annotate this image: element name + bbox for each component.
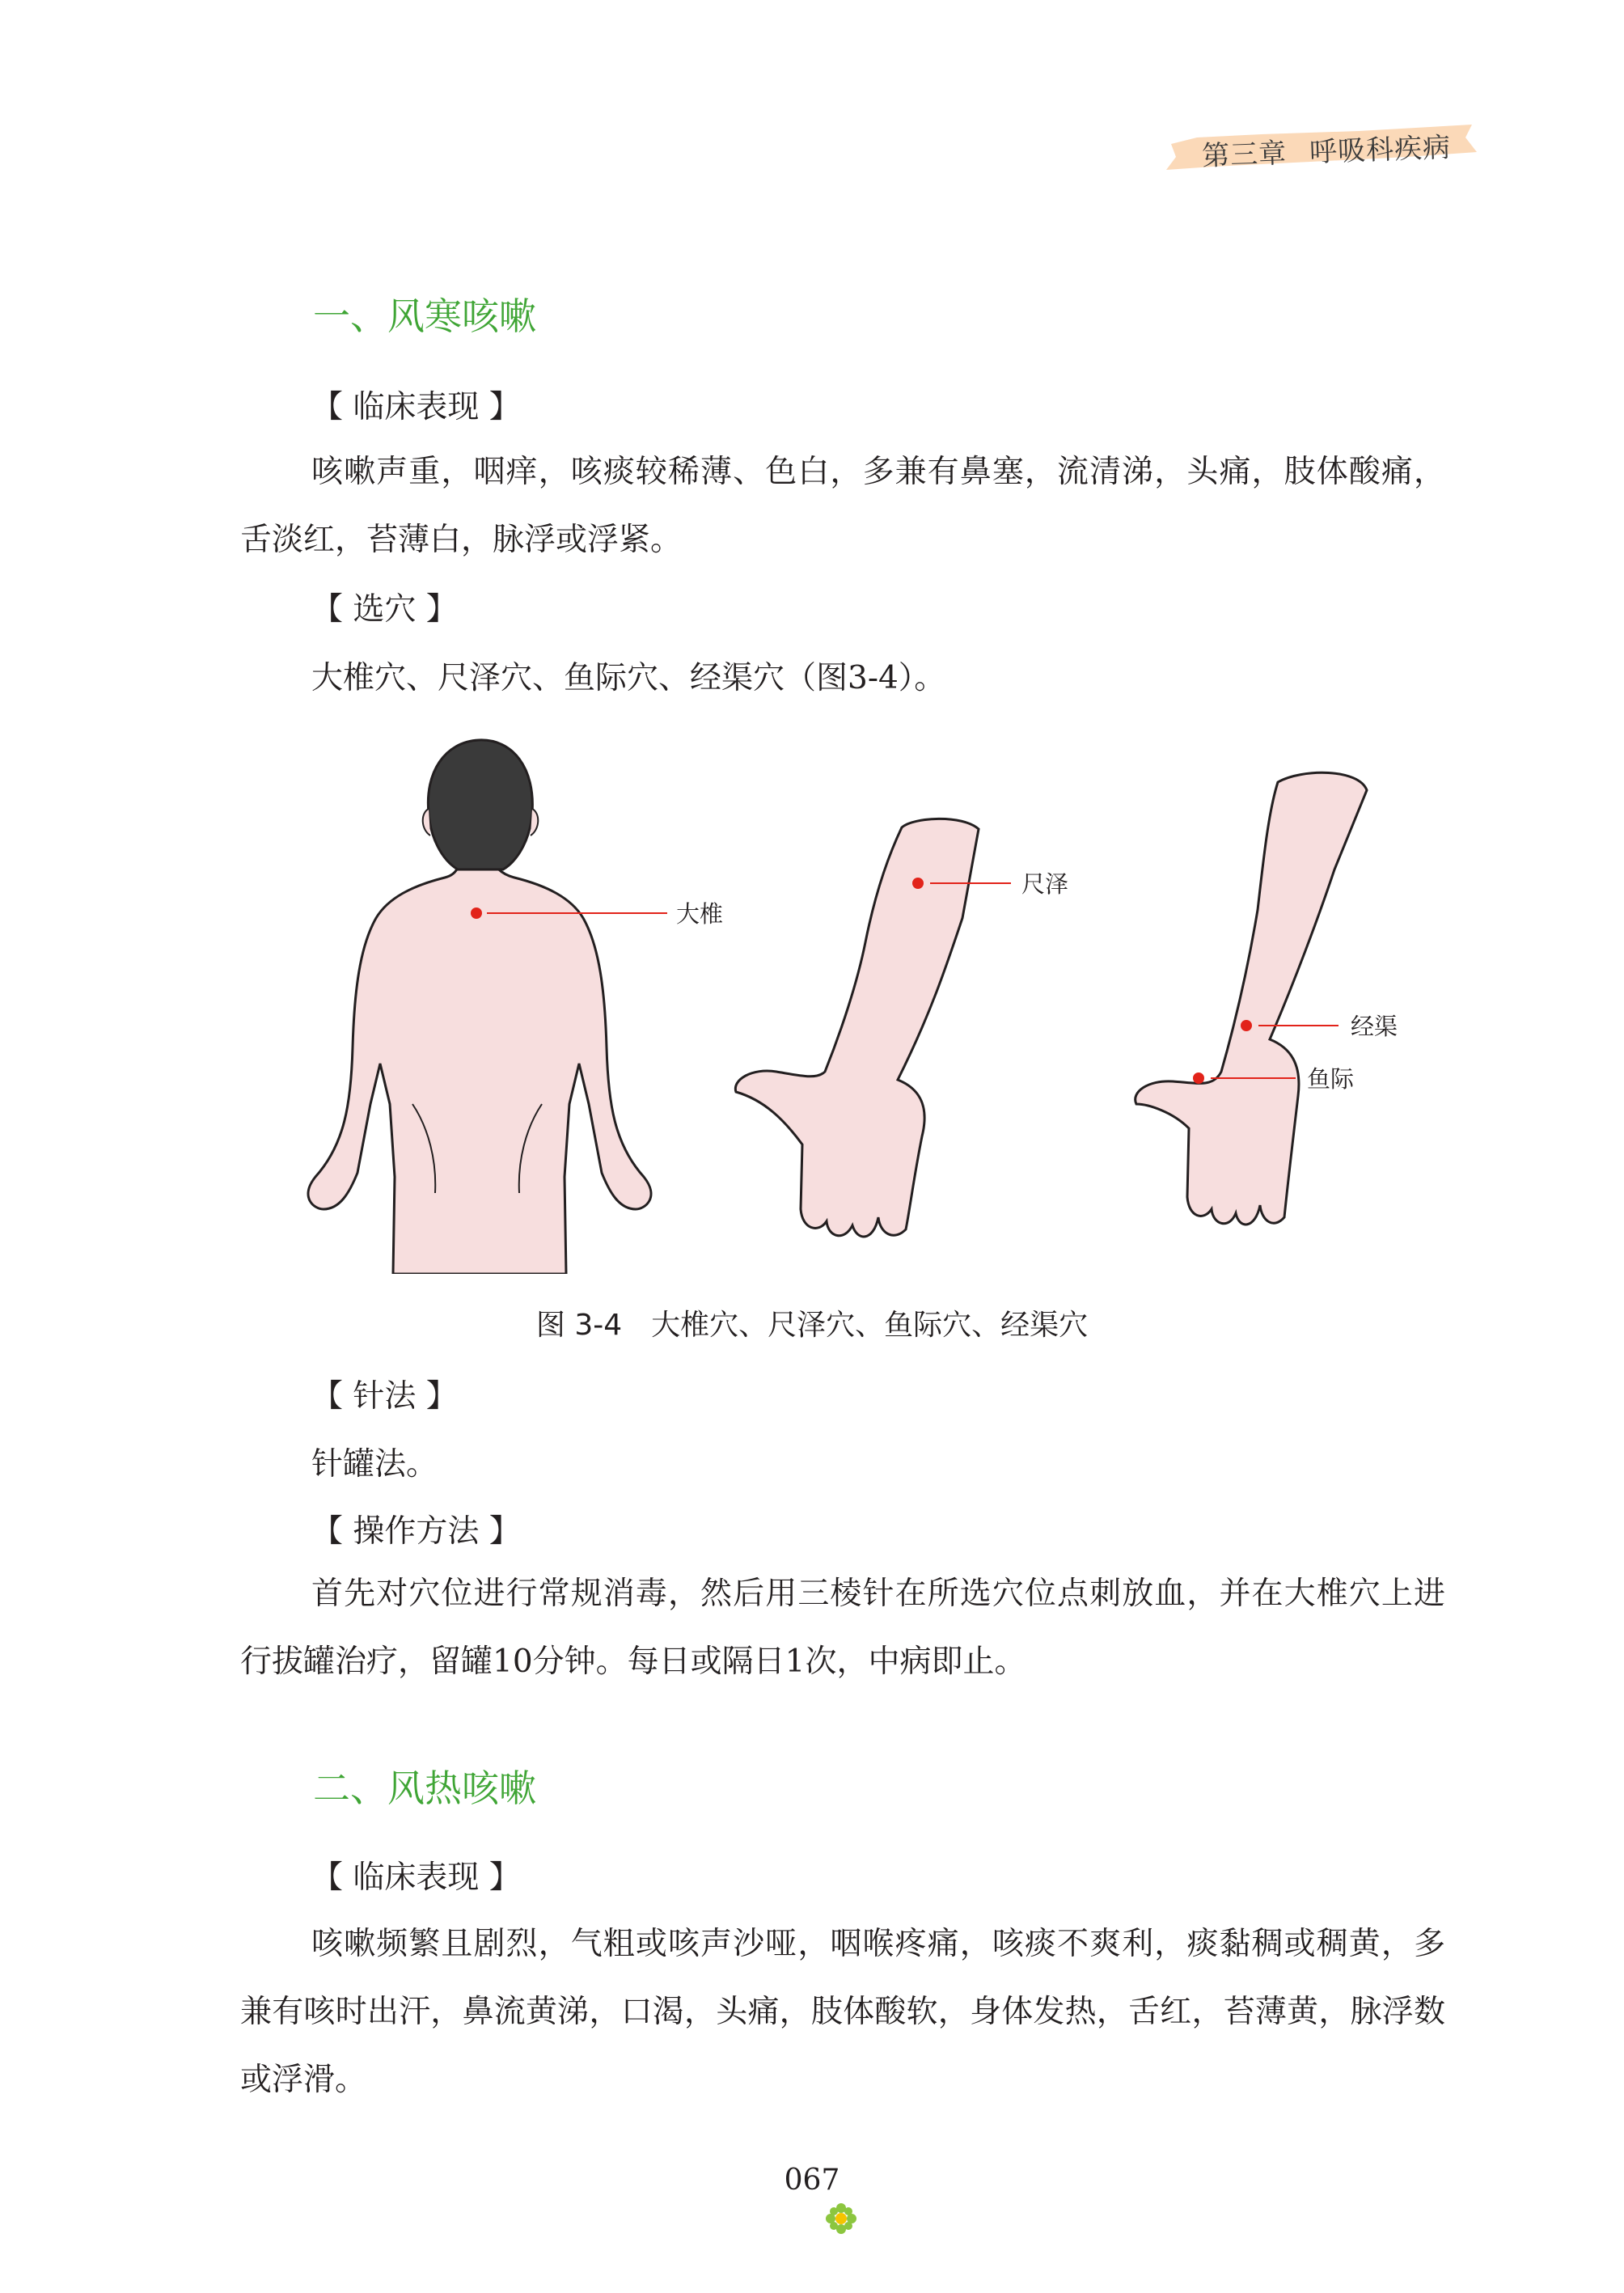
clinical-label-2: 【 临床表现 】 <box>311 1859 521 1896</box>
yuji-point <box>1193 1072 1204 1084</box>
acupoint-figure <box>299 724 1432 1274</box>
needle-text: 针罐法。 <box>311 1446 438 1483</box>
operation-text: 首先对穴位进行常规消毒，然后用三棱针在所选穴位点刺放血，并在大椎穴上进行拔罐治疗，留罐10分钟。每日或隔日1次，中病即止。 <box>240 1576 1445 1680</box>
chapter-title: 呼吸科疾病 <box>1309 131 1452 169</box>
jingqu-point <box>1241 1020 1252 1031</box>
points-text: 大椎穴、尺泽穴、鱼际穴、经渠穴（图3-4）。 <box>311 660 946 696</box>
clinical-text-2: 咳嗽频繁且剧烈，气粗或咳声沙哑，咽喉疼痛，咳痰不爽利，痰黏稠或稠黄，多兼有咳时出汗，鼻流黄涕，口渴，头痛，肢体酸软，身体发热，舌红，苔薄黄，脉浮数或浮滑。 <box>240 1926 1445 2098</box>
section-title-2: 二、风热咳嗽 <box>313 1766 536 1810</box>
chapter-header <box>1165 120 1478 175</box>
section-title-1: 一、风寒咳嗽 <box>313 294 536 338</box>
chize-point <box>912 878 924 889</box>
points-label: 【 选穴 】 <box>311 591 458 628</box>
chapter-number: 第三章 <box>1201 137 1288 173</box>
jingqu-label: 经渠 <box>1351 1013 1398 1040</box>
clinical-label-1: 【 临床表现 】 <box>311 389 521 425</box>
arm-figure-chize <box>735 819 1068 1237</box>
flower-icon <box>825 2202 857 2235</box>
yuji-label: 鱼际 <box>1307 1065 1355 1093</box>
head-hair <box>428 740 532 869</box>
dazhui-point <box>471 907 482 919</box>
dazhui-label: 大椎 <box>676 900 724 928</box>
figure-caption: 图 3-4 大椎穴、尺泽穴、鱼际穴、经渠穴 <box>535 1309 1089 1342</box>
clinical-text-1: 咳嗽声重，咽痒，咳痰较稀薄、色白，多兼有鼻塞，流清涕，头痛，肢体酸痛，舌淡红，苔薄白，脉浮或浮紧。 <box>240 454 1445 558</box>
page-number: 067 <box>784 2164 840 2197</box>
operation-label: 【 操作方法 】 <box>311 1513 521 1550</box>
arm-jingqu-outline <box>1136 772 1367 1225</box>
acupoint-illustration <box>299 724 1432 1274</box>
arm-chize-outline <box>735 819 979 1237</box>
arm-figure-jingqu-yuji <box>1136 772 1398 1225</box>
back-figure <box>308 740 723 1274</box>
chize-label: 尺泽 <box>1021 870 1069 898</box>
needle-label: 【 针法 】 <box>311 1378 458 1415</box>
